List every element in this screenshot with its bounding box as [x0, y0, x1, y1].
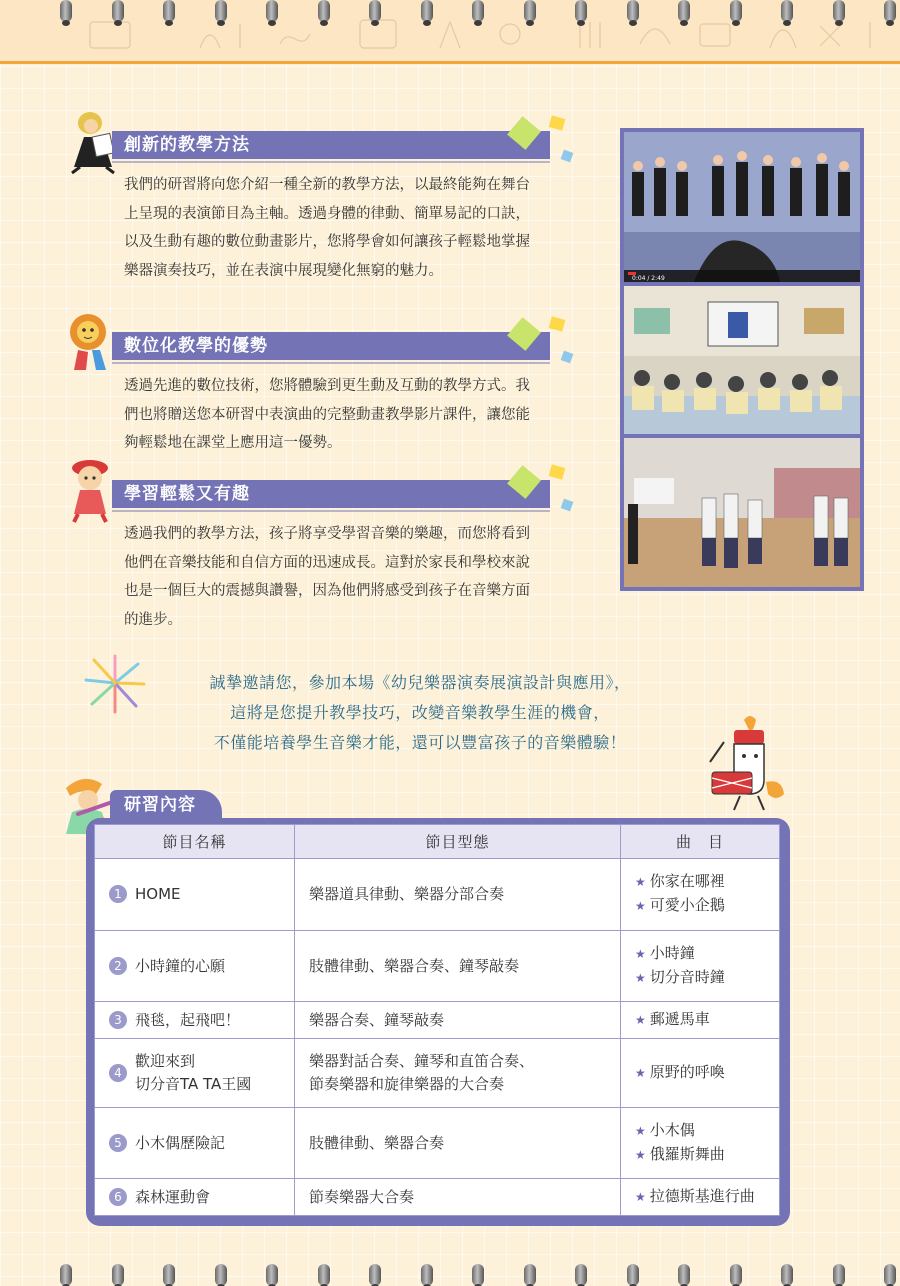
binder-ring: [215, 1264, 227, 1286]
songs-cell: [621, 930, 780, 1002]
program-name-cell: [95, 1038, 295, 1107]
table-row: [95, 1179, 780, 1216]
binder-ring: [266, 1264, 278, 1286]
star-icon: ★: [635, 1148, 646, 1163]
table-row: [95, 930, 780, 1002]
header-songs: 曲 目: [621, 825, 780, 859]
song-item: [635, 942, 765, 966]
songs-cell: [621, 1107, 780, 1179]
song-title: 郵遞馬車: [649, 1010, 710, 1029]
section-text: 透過先進的數位技術，您將體驗到更生動及互動的教學方式。我們也將贈送您本研習中表演曲的完整動畫教學影片課件，讓您能夠輕鬆地在課堂上應用這一優勢。: [124, 378, 530, 451]
program-name-cell: [95, 1179, 295, 1216]
songs-cell: [621, 1038, 780, 1107]
song-title: 拉德斯基進行曲: [649, 1187, 755, 1206]
program-type-cell: [295, 1179, 621, 1216]
binder-ring: [163, 0, 175, 22]
section-innovative-method: [60, 131, 550, 301]
program-type-cell: [295, 930, 621, 1002]
program-name-cell: [95, 859, 295, 931]
program-table-wrap: [86, 818, 790, 1226]
song-title: 小木偶: [649, 1121, 695, 1140]
number-badge: 4: [109, 1064, 127, 1082]
binder-ring: [730, 1264, 742, 1286]
song-item: [635, 1119, 765, 1143]
number-badge: 2: [109, 957, 127, 975]
binder-ring: [884, 1264, 896, 1286]
song-item: [635, 894, 765, 918]
song-item: [635, 1008, 765, 1032]
binder-ring: [884, 0, 896, 22]
song-item: [635, 966, 765, 990]
program-type-cell: [295, 1107, 621, 1179]
star-icon: ★: [635, 899, 646, 914]
video-performance-photo[interactable]: [624, 132, 860, 282]
binder-ring: [833, 1264, 845, 1286]
invite-line-1: 誠摯邀請您，參加本場《幼兒樂器演奏展演設計與應用》，: [209, 673, 631, 692]
binder-ring: [524, 1264, 536, 1286]
binder-ring: [60, 0, 72, 22]
section-title: 學習輕鬆又有趣: [112, 480, 550, 508]
binder-ring: [627, 0, 639, 22]
program-type: 樂器合奏、鐘琴敲奏: [309, 1010, 445, 1029]
binder-ring: [112, 0, 124, 22]
star-icon: ★: [635, 1013, 646, 1028]
number-badge: 5: [109, 1134, 127, 1152]
program-type-cell: [295, 859, 621, 931]
song-item: [635, 870, 765, 894]
binder-ring: [730, 0, 742, 22]
binder-ring: [369, 0, 381, 22]
program-type: 節奏樂器和旋律樂器的大合奏: [309, 1074, 505, 1093]
table-row: [95, 1038, 780, 1107]
section-title: 數位化教學的優勢: [112, 332, 550, 360]
table-row: [95, 859, 780, 931]
binder-ring: [369, 1264, 381, 1286]
number-badge: 1: [109, 885, 127, 903]
program-type-cell: [295, 1038, 621, 1107]
section-title: 創新的教學方法: [112, 131, 550, 159]
binder-ring: [781, 0, 793, 22]
header-program-name: 節目名稱: [95, 825, 295, 859]
program-name-cell: [95, 1107, 295, 1179]
program-name: 小時鐘的心願: [135, 956, 226, 975]
drummer-icon: [704, 712, 790, 816]
program-type: 肢體律動、樂器合奏: [309, 1133, 445, 1152]
song-title: 原野的呼喚: [649, 1062, 725, 1081]
binder-ring: [318, 0, 330, 22]
binder-ring: [60, 1264, 72, 1286]
number-badge: 3: [109, 1011, 127, 1029]
section-digital-advantage: [60, 332, 550, 462]
binder-ring: [266, 0, 278, 22]
songs-cell: [621, 859, 780, 931]
table-row: [95, 1002, 780, 1039]
binder-rings-bottom: [0, 1264, 900, 1286]
section-fun-learning: [60, 480, 550, 630]
song-title: 俄羅斯舞曲: [649, 1145, 725, 1164]
invite-line-2: 這將是您提升教學技巧，改變音樂教學生涯的機會，: [230, 703, 610, 722]
program-type: 樂器對話合奏、鐘琴和直笛合奏、: [309, 1051, 535, 1070]
table-row: [95, 1107, 780, 1179]
hall-photo: [624, 438, 860, 587]
star-icon: ★: [635, 1190, 646, 1205]
program-type: 節奏樂器大合奏: [309, 1187, 415, 1206]
binder-ring: [524, 0, 536, 22]
binder-ring: [421, 1264, 433, 1286]
song-title: 你家在哪裡: [649, 872, 725, 891]
star-icon: ★: [635, 875, 646, 890]
invite-line-3: 不僅能培養學生音樂才能，還可以豐富孩子的音樂體驗！: [213, 733, 627, 752]
program-name-cell: [95, 1002, 295, 1039]
program-name: HOME: [135, 884, 181, 903]
program-name: 飛毯，起飛吧！: [135, 1010, 241, 1029]
binder-ring: [215, 0, 227, 22]
binder-rings-top: [0, 0, 900, 24]
binder-ring: [833, 0, 845, 22]
header-program-type: 節目型態: [295, 825, 621, 859]
binder-ring: [575, 1264, 587, 1286]
program-name-cell: [95, 930, 295, 1002]
photo-panel: [620, 128, 864, 591]
binder-ring: [421, 0, 433, 22]
binder-ring: [163, 1264, 175, 1286]
binder-ring: [472, 1264, 484, 1286]
program-name: 切分音TA TA王國: [135, 1074, 252, 1093]
program-title: 研習內容: [110, 790, 222, 820]
songs-cell: [621, 1002, 780, 1039]
binder-ring: [678, 0, 690, 22]
binder-ring: [318, 1264, 330, 1286]
program-name: 小木偶歷險記: [135, 1133, 226, 1152]
song-item: [635, 1185, 765, 1209]
program-type: 肢體律動、樂器合奏、鐘琴敲奏: [309, 956, 520, 975]
classroom-photo: [624, 286, 860, 434]
song-title: 切分音時鐘: [649, 968, 725, 987]
binder-ring: [627, 1264, 639, 1286]
star-icon: ★: [635, 971, 646, 986]
program-type: 樂器道具律動、樂器分部合奏: [309, 884, 505, 903]
binder-ring: [472, 0, 484, 22]
binder-ring: [112, 1264, 124, 1286]
song-title: 可愛小企鵝: [649, 896, 725, 915]
program-name: 森林運動會: [135, 1187, 211, 1206]
program-name: 歡迎來到: [135, 1051, 196, 1070]
video-time: 0:04 / 2:49: [632, 275, 665, 282]
number-badge: 6: [109, 1188, 127, 1206]
firework-icon: [82, 650, 148, 716]
song-item: [635, 1143, 765, 1167]
songs-cell: [621, 1179, 780, 1216]
binder-ring: [781, 1264, 793, 1286]
section-text: 我們的研習將向您介紹一種全新的教學方法，以最終能夠在舞台上呈現的表演節目為主軸。透過身體的律動、簡單易記的口訣，以及生動有趣的數位動畫影片，您將學會如何讓孩子輕鬆地掌握樂器演奏技巧，並在表演中展現變化無窮的魅力。: [124, 177, 530, 279]
program-type-cell: [295, 1002, 621, 1039]
binder-ring: [575, 0, 587, 22]
song-item: [635, 1061, 765, 1085]
star-icon: ★: [635, 1065, 646, 1080]
star-icon: ★: [635, 947, 646, 962]
invitation-text: [160, 668, 680, 758]
section-text: 透過我們的教學方法，孩子將享受學習音樂的樂趣，而您將看到他們在音樂技能和自信方面的迅速成長。這對於家長和學校來說也是一個巨大的震撼與讚譽，因為他們將感受到孩子在音樂方面的進步。: [124, 526, 530, 628]
binder-ring: [678, 1264, 690, 1286]
program-table: [94, 824, 780, 1216]
star-icon: ★: [635, 1124, 646, 1139]
song-title: 小時鐘: [649, 944, 695, 963]
